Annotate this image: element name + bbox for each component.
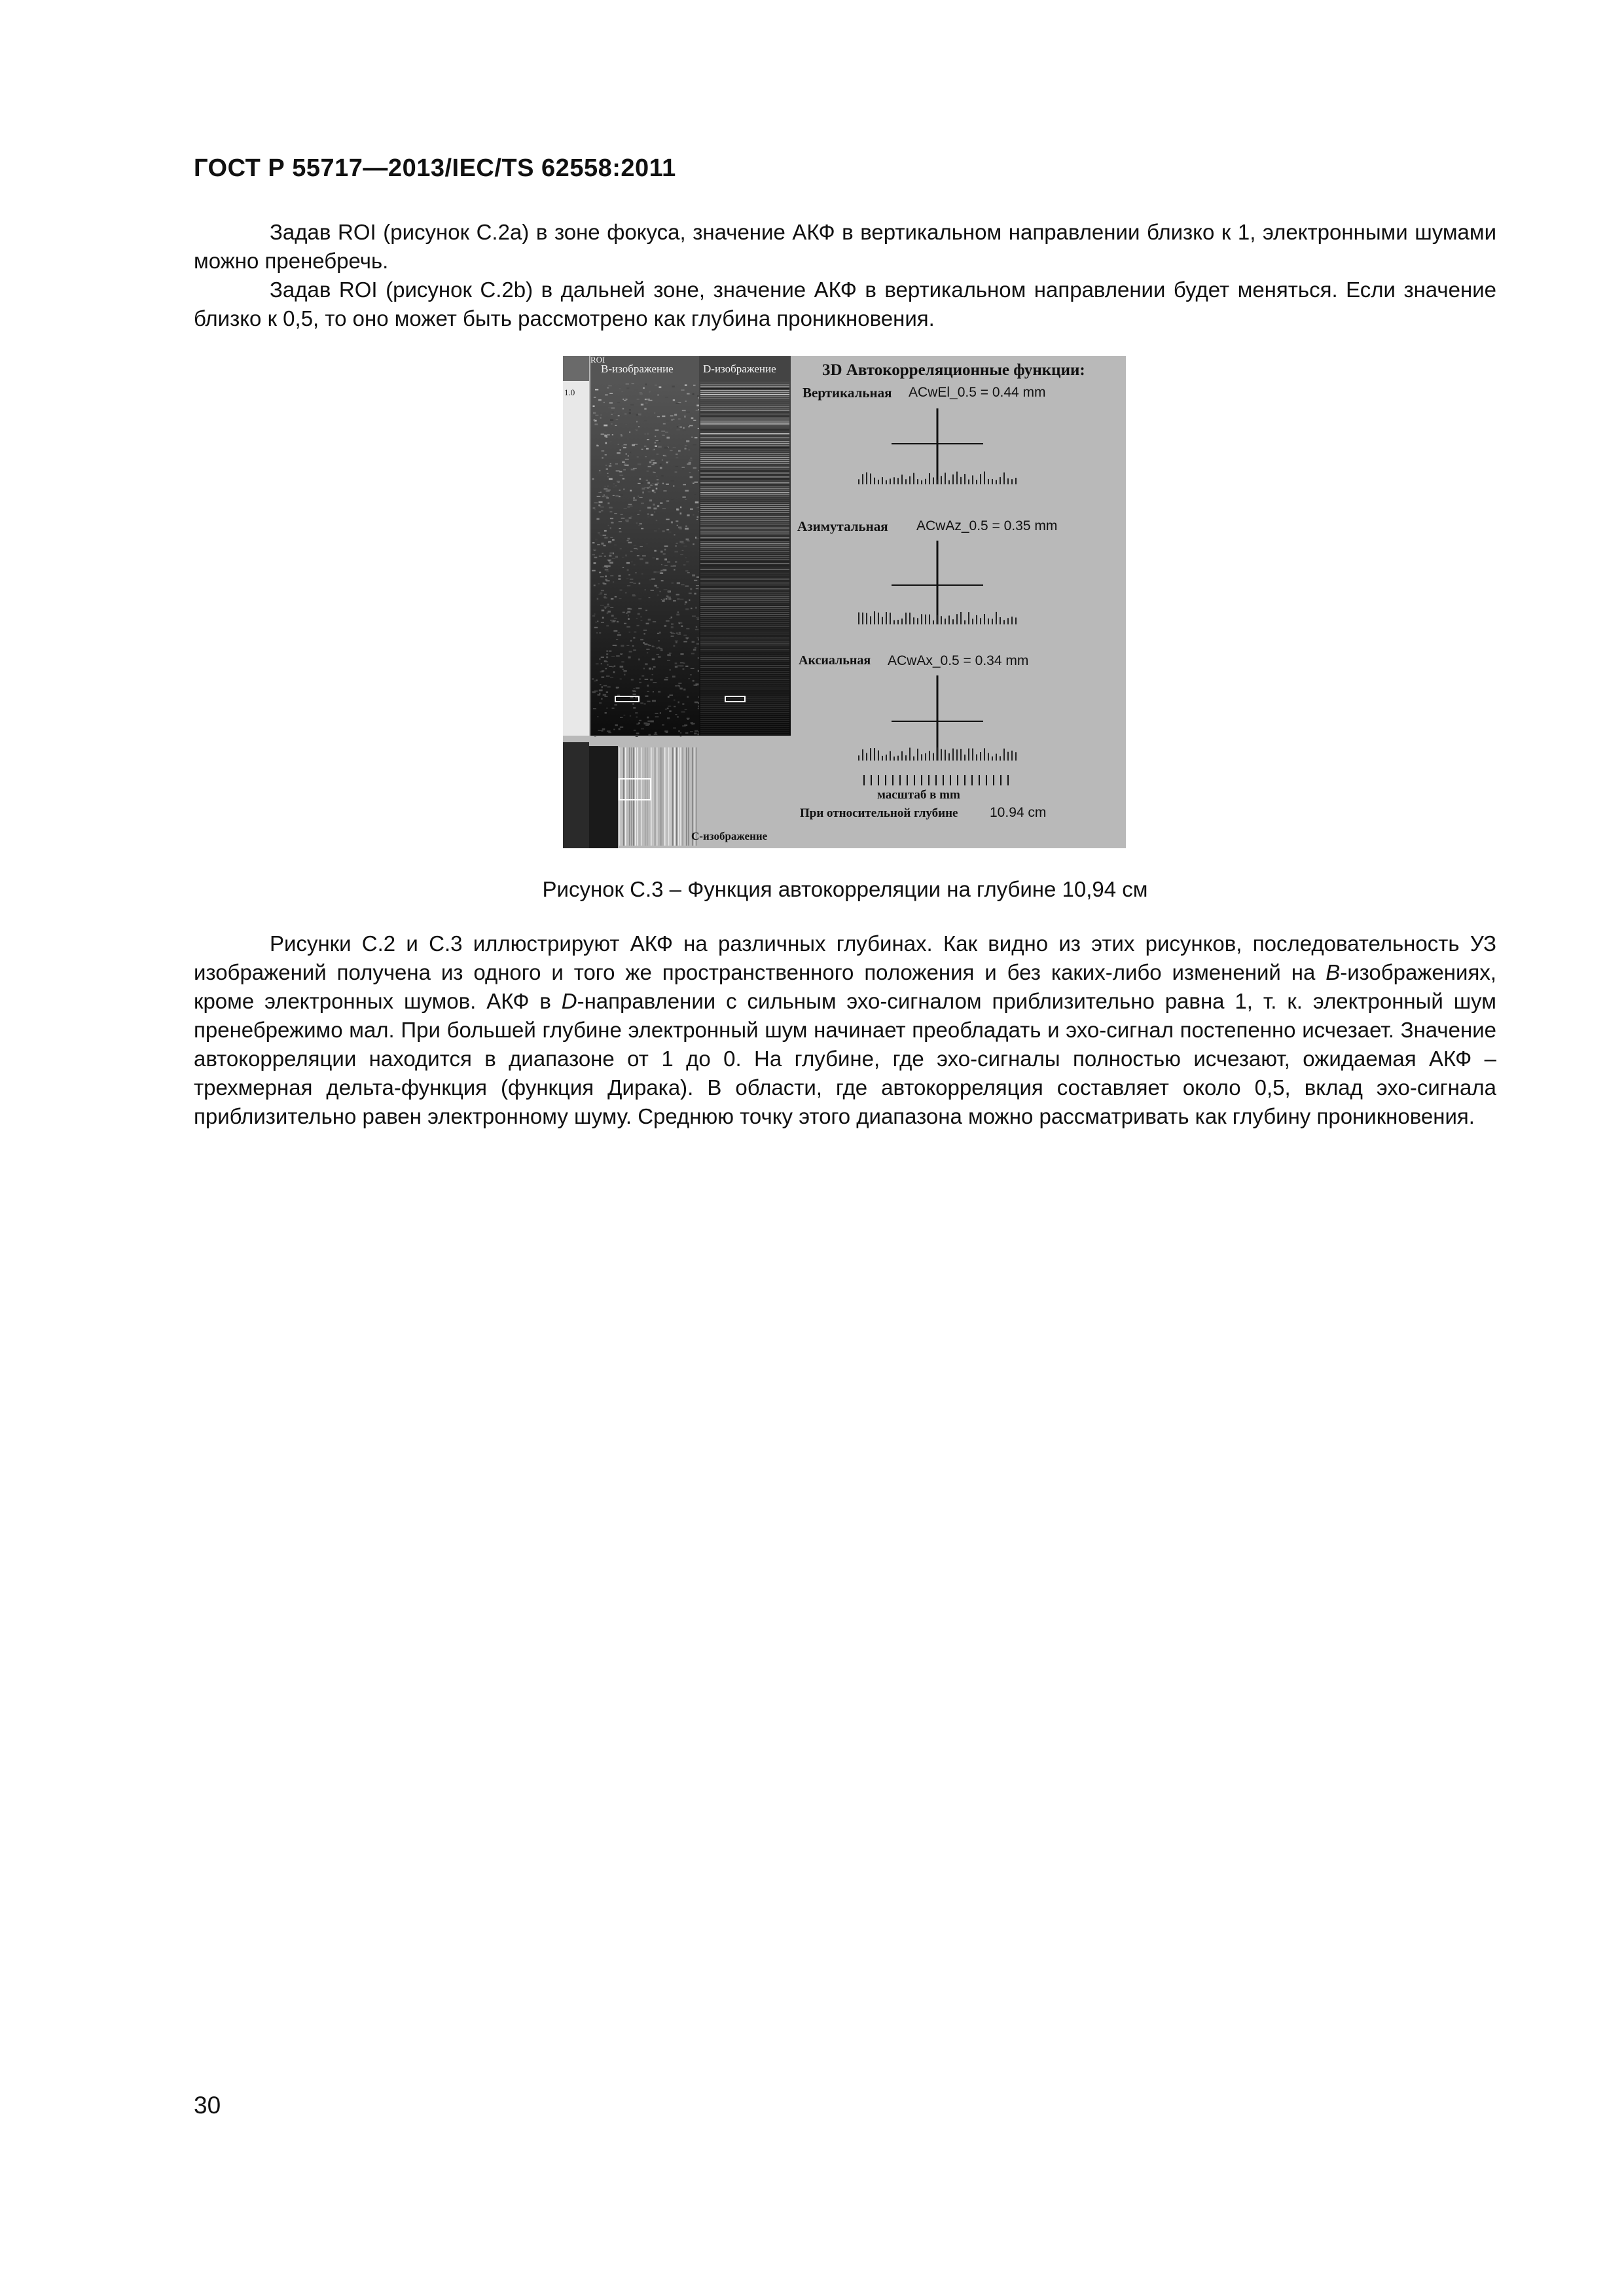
azimuth-value: ACwAz_0.5 = 0.35 mm (916, 518, 1058, 533)
acf-plots (859, 408, 1016, 761)
body-text-part: Рисунки С.2 и С.3 иллюстрируют АКФ на различных глубинах. Как видно из этих рисунков, последовательность УЗ изображений получена из одного и того же пространственного положения и без каких-либо изменений на (194, 931, 1496, 984)
azimuth-label: Азимутальная (797, 518, 888, 534)
vertical-label: Вертикальная (803, 385, 892, 401)
intro-text (194, 218, 1496, 333)
autocorrelation-figure (563, 356, 1126, 848)
figure-title: 3D Автокорреляционные функции: (822, 361, 1085, 379)
axial-label: Аксиальная (799, 653, 871, 668)
left-strip (563, 356, 589, 736)
vertical-value: ACwEl_0.5 = 0.44 mm (909, 385, 1046, 400)
scale-tag: 1.0 (564, 387, 575, 397)
d-image-label: D-изображение (703, 363, 776, 375)
c-strip (563, 742, 589, 848)
depth-value: 10.94 cm (990, 805, 1047, 820)
intro-paragraph-1: Задав ROI (рисунок С.2а) в зоне фокуса, значение АКФ в вертикальном направлении близко к 1, электронными шумами можно пренебречь. (194, 220, 1496, 273)
intro-paragraph-2: Задав ROI (рисунок С.2b) в дальней зоне, значение АКФ в вертикальном направлении будет меняться. Если значение близко к 0,5, то оно может быть рассмотрено как глубина проникновения. (194, 278, 1496, 331)
body-text-italic: B (1326, 960, 1341, 984)
c-image-label: C-изображение (691, 830, 768, 842)
body-text-part: -изображениях, кроме электронных шумов. АКФ в (194, 960, 1496, 1013)
figure-graphics (563, 356, 1126, 848)
roi-label: ROI (590, 356, 605, 365)
scale-label: масштаб в mm (877, 788, 960, 802)
b-image-label: B-изображение (601, 363, 674, 375)
scale-ticks (864, 775, 1008, 785)
body-paragraph-1 (194, 929, 1496, 1131)
body-text-part: -направлении с сильным эхо-сигналом приблизительно равна 1, т. к. электронный шум пренебрежимо мал. При большей глубине электронный шум начинает преобладать и эхо-сигнал постепенно исчезает. Значение автокорреляции находится в диапазоне от 1 до 0. На глубине, где эхо-сигналы полностью исчезают, ожидаемая АКФ – трехмерная дельта-функция (функция Дирака). В области, где автокорреляция составляет около 0,5, вклад эхо-сигнала приблизительно равен электронному шуму. Среднюю точку этого диапазона можно рассматривать как глубину проникновения. (194, 989, 1496, 1128)
document-header: ГОСТ Р 55717—2013/IEC/TS 62558:2011 (194, 154, 676, 182)
page-number: 30 (194, 2092, 221, 2119)
body-text (194, 929, 1496, 1131)
body-text-italic: D (561, 989, 577, 1013)
axial-value: ACwAx_0.5 = 0.34 mm (888, 653, 1029, 668)
figure-caption: Рисунок С.3 – Функция автокорреляции на глубине 10,94 см (542, 877, 1148, 901)
depth-label: При относительной глубине (800, 806, 958, 820)
